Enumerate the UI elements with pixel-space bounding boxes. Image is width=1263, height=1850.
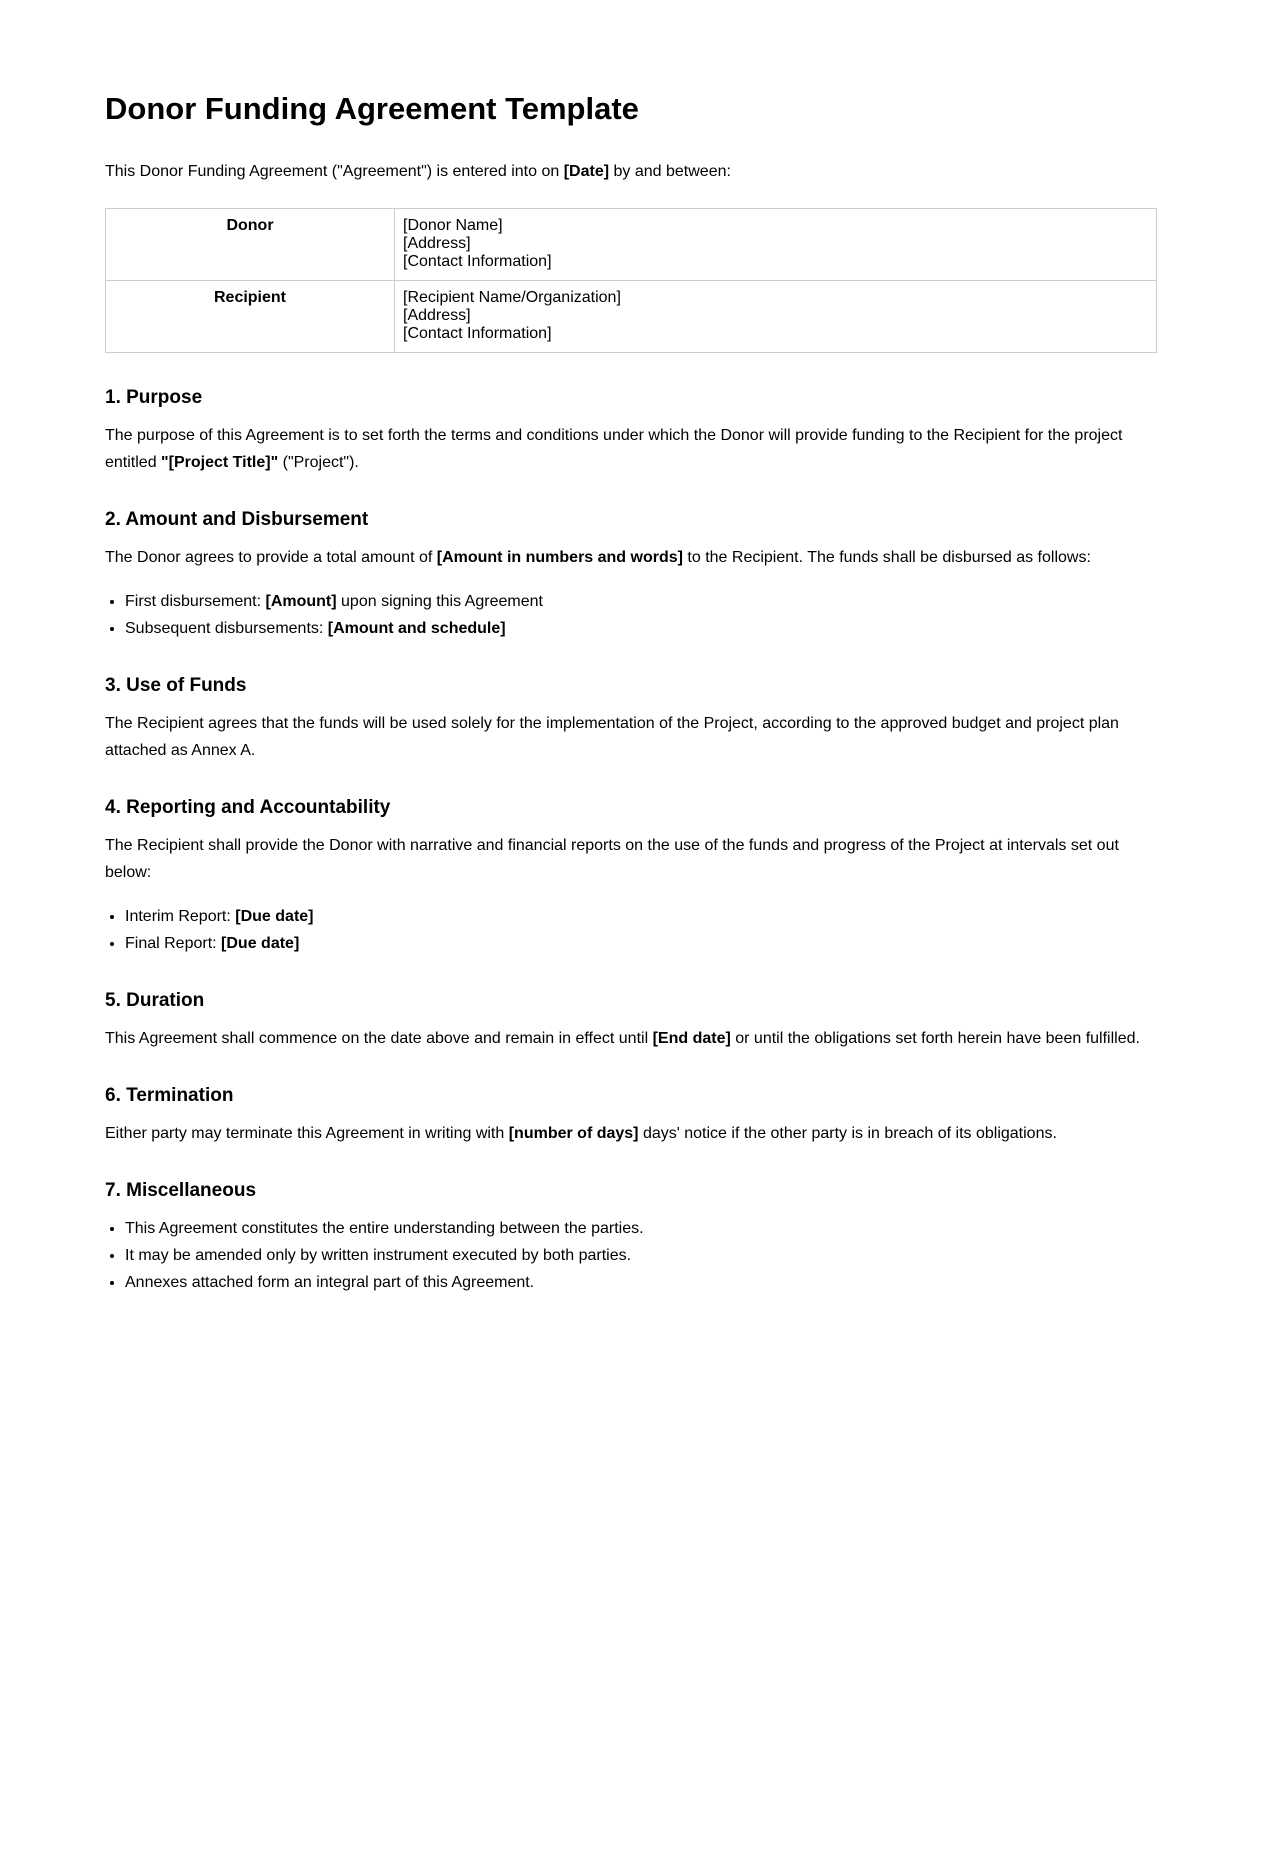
item-suffix: upon signing this Agreement	[336, 593, 543, 610]
party-details-recipient	[395, 281, 1157, 353]
amount-text-after: to the Recipient. The funds shall be disbursed as follows:	[682, 549, 1091, 566]
section-miscellaneous	[105, 1178, 1157, 1296]
disbursement-list	[105, 588, 1157, 642]
recipient-contact: [Contact Information]	[403, 325, 552, 342]
section-heading: 1. Purpose	[105, 387, 203, 408]
duration-text-after: or until the obligations set forth herein have been fulfilled.	[730, 1030, 1140, 1047]
section-reporting	[105, 795, 1157, 957]
item-value: [Amount]	[265, 593, 337, 610]
end-date-placeholder: [End date]	[652, 1030, 731, 1047]
item-prefix: Final Report:	[125, 935, 222, 952]
termination-text-before: Either party may terminate this Agreement in writing with	[105, 1125, 509, 1142]
days-placeholder: [number of days]	[508, 1125, 639, 1142]
document-title: Donor Funding Agreement Template	[105, 91, 639, 126]
table-row-recipient	[106, 281, 1157, 353]
table-row-donor	[106, 209, 1157, 281]
party-details-donor	[395, 209, 1157, 281]
reporting-list	[105, 903, 1157, 957]
date-placeholder: [Date]	[563, 163, 610, 180]
intro-text-before: This Donor Funding Agreement ("Agreement") is entered into on	[105, 163, 564, 180]
amount-paragraph	[105, 544, 1157, 571]
recipient-name: [Recipient Name/Organization]	[403, 289, 621, 306]
project-title-placeholder: "[Project Title]"	[161, 454, 279, 471]
use-of-funds-paragraph: The Recipient agrees that the funds will be used solely for the implementation of the Project, according to the approved budget and project plan attached as Annex A.	[105, 715, 1119, 759]
section-heading: 4. Reporting and Accountability	[105, 797, 391, 818]
intro-paragraph	[105, 158, 1157, 185]
list-item	[125, 903, 1157, 930]
section-heading: 6. Termination	[105, 1085, 234, 1106]
list-item: • Annexes attached form an integral part of this Agreement.	[125, 1269, 1157, 1296]
section-amount	[105, 507, 1157, 642]
section-termination	[105, 1083, 1157, 1147]
termination-paragraph	[105, 1120, 1157, 1147]
section-use-of-funds	[105, 673, 1157, 764]
duration-text-before: This Agreement shall commence on the date above and remain in effect until	[105, 1030, 653, 1047]
party-label-donor: Donor	[106, 209, 395, 281]
miscellaneous-list	[105, 1215, 1157, 1296]
item-prefix: First disbursement:	[125, 593, 266, 610]
item-value: [Amount and schedule]	[327, 620, 506, 637]
document-page	[105, 88, 1157, 1303]
duration-paragraph	[105, 1025, 1157, 1052]
termination-text-after: days' notice if the other party is in breach of its obligations.	[638, 1125, 1057, 1142]
list-item	[125, 930, 1157, 957]
list-item	[125, 588, 1157, 615]
recipient-address: [Address]	[403, 307, 471, 324]
section-duration	[105, 988, 1157, 1052]
reporting-paragraph: The Recipient shall provide the Donor with narrative and financial reports on the use of the funds and progress of the Project at intervals set out below:	[105, 837, 1119, 881]
item-value: [Due date]	[221, 935, 300, 952]
donor-name: [Donor Name]	[403, 217, 503, 234]
purpose-text-before: The purpose of this Agreement is to set forth the terms and conditions under which the Donor will provide funding to the Recipient for the project entitled	[105, 427, 1123, 471]
amount-placeholder: [Amount in numbers and words]	[436, 549, 683, 566]
party-label-recipient: Recipient	[106, 281, 395, 353]
list-item: • It may be amended only by written instrument executed by both parties.	[125, 1242, 1157, 1269]
section-heading: 7. Miscellaneous	[105, 1180, 257, 1201]
item-prefix: Interim Report:	[125, 908, 236, 925]
amount-text-before: The Donor agrees to provide a total amount of	[105, 549, 437, 566]
purpose-paragraph	[105, 422, 1157, 476]
list-item	[125, 615, 1157, 642]
donor-contact: [Contact Information]	[403, 253, 552, 270]
purpose-text-after: ("Project").	[278, 454, 359, 471]
section-heading: 5. Duration	[105, 990, 205, 1011]
item-value: [Due date]	[235, 908, 314, 925]
list-item: • This Agreement constitutes the entire understanding between the parties.	[125, 1215, 1157, 1242]
item-prefix: Subsequent disbursements:	[125, 620, 328, 637]
section-heading: 2. Amount and Disbursement	[105, 509, 369, 530]
donor-address: [Address]	[403, 235, 471, 252]
section-purpose	[105, 385, 1157, 476]
section-heading: 3. Use of Funds	[105, 675, 247, 696]
parties-table	[105, 208, 1157, 353]
intro-text-after: by and between:	[609, 163, 731, 180]
